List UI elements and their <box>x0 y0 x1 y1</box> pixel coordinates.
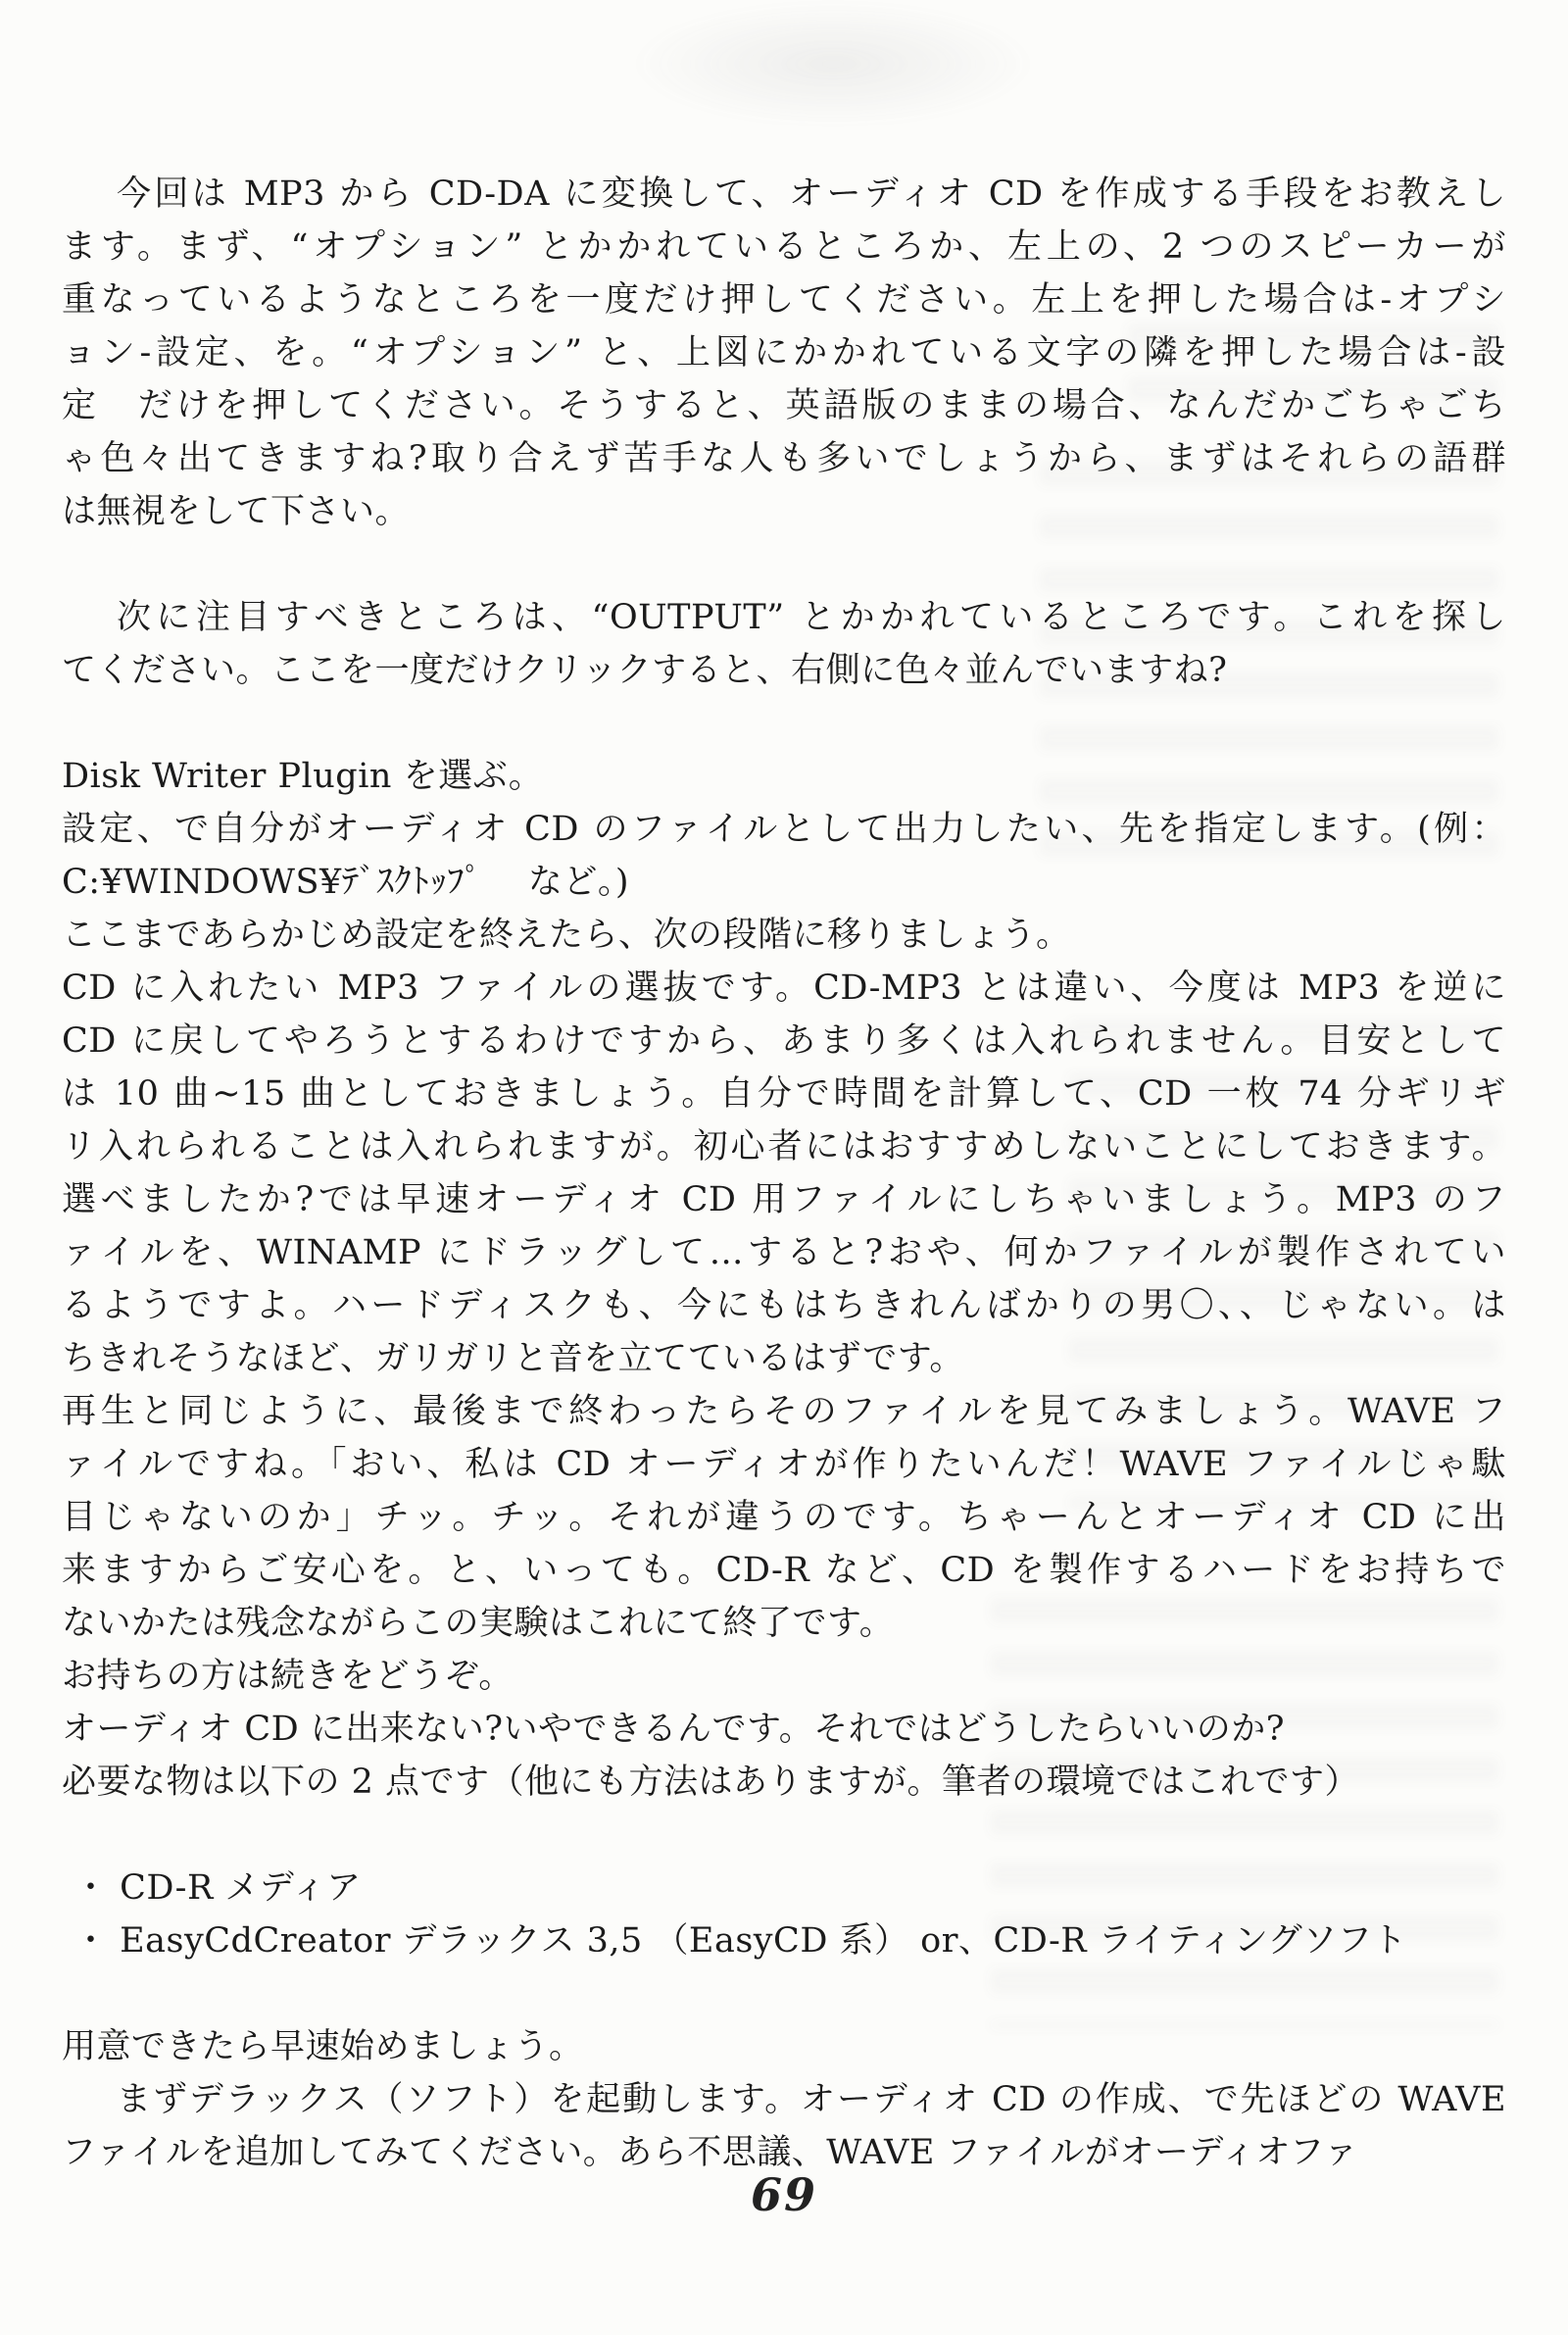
text-line: 重なっているようなところを一度だけ押してください。左上を押した場合は-オプシ <box>62 280 1506 320</box>
text-line: 目じゃないのか」チッ。チッ。それが違うのです。ちゃーんとオーディオ CD に出 <box>62 1498 1506 1537</box>
text-line: ちきれそうなほど、ガリガリと音を立てているはずです。 <box>62 1339 964 1378</box>
text-line: ァイルを、WINAMP にドラッグして...すると?おや、何かファイルが製作されてい <box>62 1233 1506 1272</box>
text-line: C:¥WINDOWS¥ﾃﾞｽｸﾄｯﾌﾟ など。) <box>62 863 630 902</box>
text-line: てください。ここを一度だけクリックすると、右側に色々並んでいますね? <box>62 651 1228 690</box>
scan-artifact <box>627 0 1039 127</box>
blank-line <box>62 538 1506 591</box>
blank-line <box>62 1809 1506 1862</box>
text-line: まずデラックス（ソフト）を起動します。オーディオ CD の作成、で先ほどの WAVE <box>117 2080 1506 2119</box>
text-line: ァイルですね。「おい、私は CD オーディオが作りたいんだ！WAVE ファイルじゃ駄 <box>62 1445 1506 1484</box>
text-line: 必要な物は以下の 2 点です（他にも方法はありますが。筆者の環境ではこれです） <box>62 1763 1360 1802</box>
text-line: お持ちの方は続きをどうぞ。 <box>62 1657 514 1696</box>
text-line: CD に入れたい MP3 ファイルの選抜です。CD-MP3 とは違い、今度は MP3 を逆に <box>62 969 1506 1008</box>
text-line: 次に注目すべきところは、“OUTPUT” とかかれているところです。これを探し <box>117 598 1506 637</box>
text-line: 再生と同じように、最後まで終わったらそのファイルを見てみましょう。WAVE フ <box>62 1392 1506 1431</box>
text-line: ・ EasyCdCreator デラックス 3,5 （EasyCD 系） or、CD-R ライティングソフト <box>74 1921 1407 1961</box>
text-line: は 10 曲~15 曲としておきましょう。自分で時間を計算して、CD 一枚 74 分ギリギ <box>62 1074 1506 1114</box>
text-line: 今回は MP3 から CD-DA に変換して、オーディオ CD を作成する手段をお教えし <box>117 174 1506 214</box>
text-line: ファイルを追加してみてください。あら不思議、WAVE ファイルがオーディオファ <box>62 2133 1359 2172</box>
text-line: Disk Writer Plugin を選ぶ。 <box>62 757 544 796</box>
text-line: オーディオ CD に出来ない?いやできるんです。それではどうしたらいいのか? <box>62 1710 1286 1749</box>
text-line: 用意できたら早速始めましょう。 <box>62 2027 584 2066</box>
text-line: ゃ色々出てきますね?取り合えず苦手な人も多いでしょうから、まずはそれらの語群 <box>62 439 1506 478</box>
text-line: ・ CD-R メディア <box>74 1868 362 1908</box>
page-number: 69 <box>750 2168 817 2221</box>
blank-line <box>62 1967 1506 2020</box>
text-line: ョン-設定、を。“オプション” と、上図にかかれている文字の隣を押した場合は-設 <box>62 333 1506 373</box>
text-line: るようですよ。ハードディスクも、今にもはちきれんばかりの男〇、、じゃない。は <box>62 1286 1506 1325</box>
text-line: 来ますからご安心を。と、いっても。CD-R など、CD を製作するハードをお持ちで <box>62 1551 1506 1590</box>
text-line: 選べましたか?では早速オーディオ CD 用ファイルにしちゃいましょう。MP3 のフ <box>62 1180 1506 1219</box>
text-line: CD に戻してやろうとするわけですから、あまり多くは入れられません。目安として <box>62 1021 1506 1061</box>
text-line: 設定、で自分がオーディオ CD のファイルとして出力したい、先を指定します。(例： <box>62 810 1506 849</box>
text-line: 定 だけを押してください。そうすると、英語版のままの場合、なんだかごちゃごち <box>62 386 1506 425</box>
text-line: ないかたは残念ながらこの実験はこれにて終了です。 <box>62 1604 895 1643</box>
blank-line <box>62 697 1506 750</box>
body-text <box>62 168 1506 2179</box>
text-line: ここまであらかじめ設定を終えたら、次の段階に移りましょう。 <box>62 916 1071 955</box>
text-line: は無視をして下さい。 <box>62 492 411 531</box>
text-line: ます。まず、“オプション” とかかれているところか、左上の、2 つのスピーカーが <box>62 227 1506 267</box>
text-line: リ入れられることは入れられますが。初心者にはおすすめしないことにしておきます。 <box>62 1127 1506 1167</box>
